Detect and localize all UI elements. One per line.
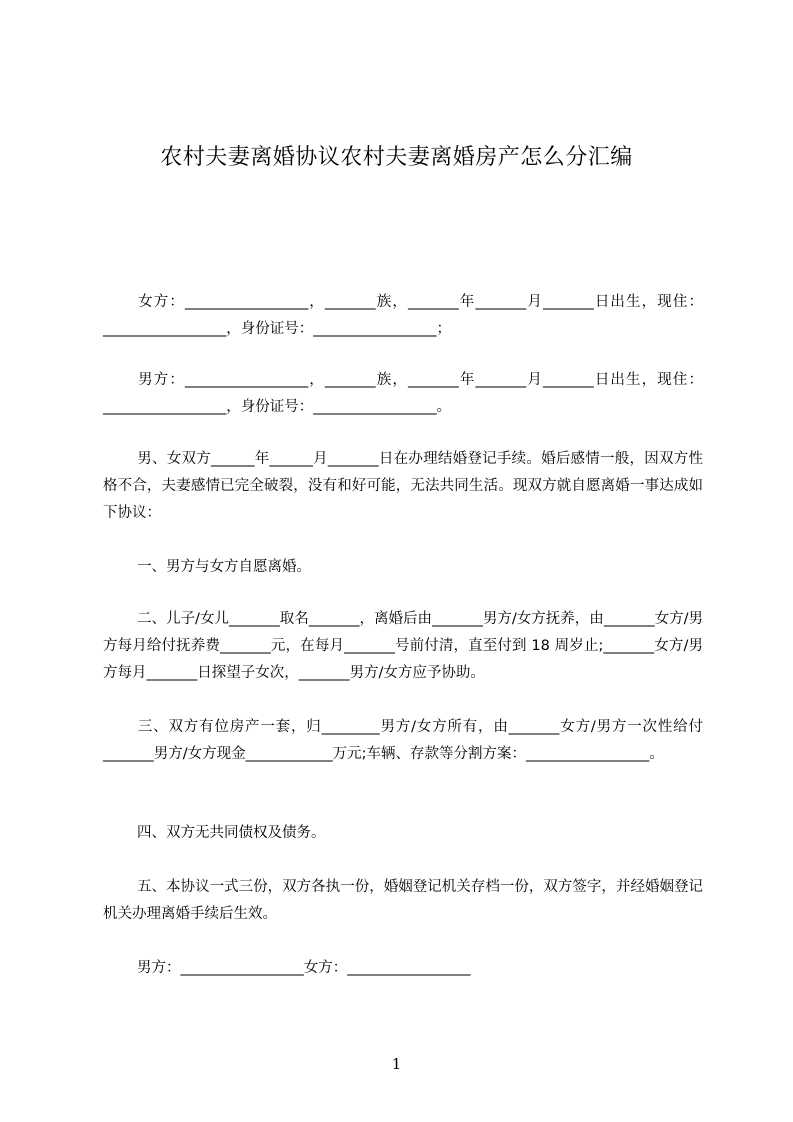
paragraph-text: 一、男方与女方自愿离婚。 — [137, 559, 311, 575]
clause-1 — [103, 554, 703, 581]
clause-2 — [103, 606, 703, 687]
paragraph-text: 男方：_________________，_______族，_______年_______月_______日出生，现住：_________________，身份证号：_________________。 — [103, 372, 703, 415]
paragraph-text: 男、女双方______年______月_______日在办理结婚登记手续。婚后感情一般，因双方性格不合，夫妻感情已完全破裂，没有和好可能，无法共同生活。现双方就自愿离婚一事达成如下协议： — [103, 451, 703, 521]
paragraph-text: 男方：_________________女方：_________________ — [137, 960, 471, 976]
paragraph-marriage-info — [103, 446, 703, 527]
page-number: 1 — [391, 1055, 402, 1073]
clause-5 — [103, 874, 703, 928]
paragraph-male-party — [103, 367, 703, 421]
clause-3 — [103, 714, 703, 768]
paragraph-female-party — [103, 289, 703, 343]
paragraph-text: 四、双方无共同债权及债务。 — [137, 825, 326, 841]
paragraph-text: 五、本协议一式三份，双方各执一份，婚姻登记机关存档一份，双方签字，并经婚姻登记机关办理离婚手续后生效。 — [103, 879, 703, 922]
clause-4 — [103, 820, 703, 847]
signature-line — [103, 955, 703, 982]
paragraph-text: 女方：_________________，_______族，_______年_______月_______日出生，现住：_________________，身份证号：_________________； — [103, 294, 703, 337]
document-title: 农村夫妻离婚协议农村夫妻离婚房产怎么分汇编 — [160, 145, 633, 170]
paragraph-text: 二、儿子/女儿_______取名_______，离婚后由_______男方/女方抚养，由_______女方/男方每月给付抚养费_______元，在每月_______号前付清，直至付到 18 周岁止;_______女方/男方每月_______日探望子女次，_______男方/女方应予协助。 — [103, 611, 703, 681]
paragraph-text: 三、双方有位房产一套，归________男方/女方所有，由_______女方/男方一次性给付_______男方/女方现金____________万元;车辆、存款等分割方案：_________________。 — [103, 719, 703, 762]
